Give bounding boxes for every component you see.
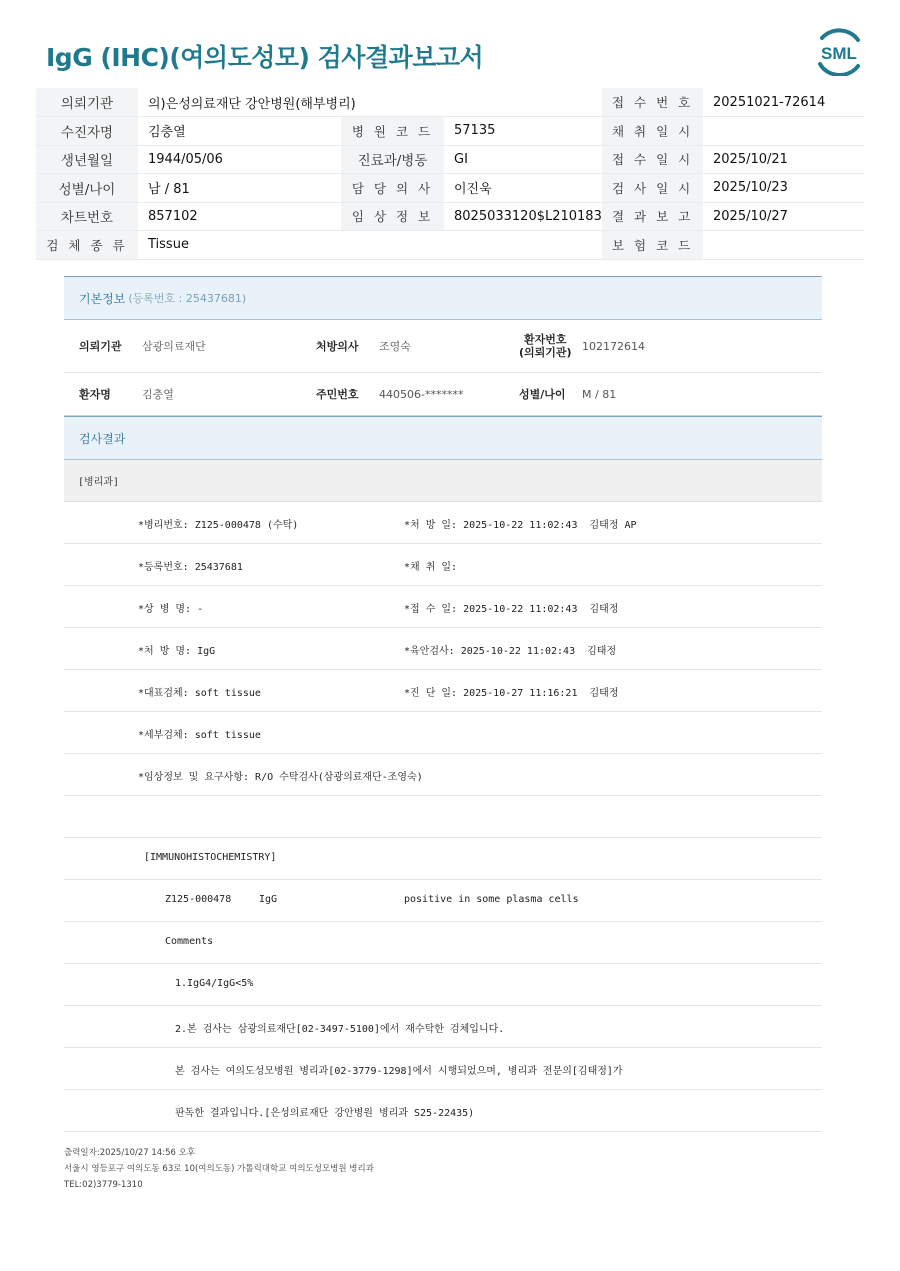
department-label: 진료과/병동 bbox=[341, 145, 444, 174]
patient-number-label-line2: (의뢰기관) bbox=[519, 346, 572, 359]
receipt-no-value: 20251021-72614 bbox=[703, 88, 864, 117]
patient-number-value: 102172614 bbox=[582, 339, 645, 353]
requesting-institution-value: 의)은성의료재단 강안병원(해부병리) bbox=[138, 88, 602, 117]
receipt-date-value: 2025/10/21 bbox=[703, 145, 864, 174]
report-body bbox=[64, 276, 822, 1132]
footer-address: 서울시 영등포구 여의도동 63로 10(여의도동) 가톨릭대학교 여의도성모병원 병리과 bbox=[64, 1164, 374, 1174]
patient-number-label-line1: 환자번호 bbox=[524, 333, 567, 346]
ihc-case-number: Z125-000478 bbox=[165, 894, 232, 905]
chart-no-value: 857102 bbox=[138, 202, 341, 231]
results-heading: 검사결과 bbox=[79, 431, 126, 446]
sex-age-label: 성별/나이 bbox=[36, 174, 138, 203]
basic-info-row-1 bbox=[64, 320, 822, 373]
result-line-right: *진 단 일: 2025-10-27 11:16:21 김태정 bbox=[404, 688, 619, 699]
clinical-info-value: 8025033120$L210183 bbox=[444, 202, 602, 231]
collection-datetime-value bbox=[703, 117, 864, 146]
result-line-right: *접 수 일: 2025-10-22 11:02:43 김태정 bbox=[404, 604, 619, 615]
ihc-result: positive in some plasma cells bbox=[404, 894, 579, 905]
comment-row bbox=[64, 1006, 822, 1048]
patient-info-table bbox=[36, 88, 864, 260]
logo-text: SML bbox=[821, 44, 857, 63]
blank-row bbox=[64, 796, 822, 838]
department-value: GI bbox=[444, 145, 602, 174]
basic-institution-value: 삼광의료재단 bbox=[142, 340, 206, 353]
report-title: IgG (IHC)(여의도성모) 검사결과보고서 bbox=[46, 43, 484, 72]
examinee-label: 수진자명 bbox=[36, 117, 138, 146]
comment-4: 판독한 결과입니다.[은성의료재단 강안병원 병리과 S25-22435) bbox=[175, 1108, 475, 1119]
doctor-label: 담 당 의 사 bbox=[341, 174, 444, 203]
hospital-code-label: 병 원 코 드 bbox=[341, 117, 444, 146]
result-line-left: *처 방 명: IgG bbox=[138, 646, 216, 657]
ihc-stain: IgG bbox=[259, 894, 278, 905]
results-header bbox=[64, 416, 822, 460]
result-line-left: *임상정보 및 요구사항: R/O 수탁검사(삼광의료재단-조영숙) bbox=[138, 772, 423, 783]
result-line bbox=[64, 586, 822, 628]
result-line bbox=[64, 628, 822, 670]
prescriber-label: 처방의사 bbox=[316, 340, 359, 353]
patient-name-label: 환자명 bbox=[79, 388, 111, 401]
patient-name-value: 김충열 bbox=[142, 388, 174, 401]
examinee-value: 김충열 bbox=[138, 117, 341, 146]
receipt-date-label: 접 수 일 시 bbox=[602, 145, 703, 174]
specimen-type-value: Tissue bbox=[138, 231, 602, 260]
resident-number-value: 440506-******* bbox=[379, 387, 464, 401]
registration-number: (등록번호 : 25437681) bbox=[128, 292, 247, 305]
test-date-value: 2025/10/23 bbox=[703, 174, 864, 203]
result-line bbox=[64, 670, 822, 712]
department-text: [병리과] bbox=[78, 477, 120, 488]
ihc-heading: [IMMUNOHISTOCHEMISTRY] bbox=[144, 852, 277, 863]
footer bbox=[64, 1145, 374, 1193]
prescriber-value: 조영숙 bbox=[379, 340, 411, 353]
result-line-right: *채 취 일: bbox=[404, 562, 458, 573]
result-line bbox=[64, 754, 822, 796]
ihc-heading-row bbox=[64, 838, 822, 880]
clinical-info-label: 임 상 정 보 bbox=[341, 202, 444, 231]
result-line-left: *상 병 명: - bbox=[138, 604, 204, 615]
doctor-value: 이진욱 bbox=[444, 174, 602, 203]
requesting-institution-label: 의뢰기관 bbox=[36, 88, 138, 117]
receipt-no-label: 접 수 번 호 bbox=[602, 88, 703, 117]
birthdate-value: 1944/05/06 bbox=[138, 145, 341, 174]
basic-sex-age-label: 성별/나이 bbox=[519, 388, 566, 401]
result-line-left: *대표검체: soft tissue bbox=[138, 688, 261, 699]
sml-logo bbox=[812, 28, 866, 76]
report-date-value: 2025/10/27 bbox=[703, 202, 864, 231]
basic-sex-age-value: M / 81 bbox=[582, 387, 617, 401]
specimen-type-label: 검 체 종 류 bbox=[36, 231, 138, 260]
result-line bbox=[64, 502, 822, 544]
department-row bbox=[64, 460, 822, 502]
chart-no-label: 차트번호 bbox=[36, 202, 138, 231]
comment-row bbox=[64, 1048, 822, 1090]
insurance-code-value bbox=[703, 231, 864, 260]
comment-1: 1.IgG4/IgG<5% bbox=[175, 978, 254, 989]
result-line-right: *육안검사: 2025-10-22 11:02:43 김태정 bbox=[404, 646, 617, 657]
birthdate-label: 생년월일 bbox=[36, 145, 138, 174]
patient-number-label bbox=[519, 333, 572, 359]
collection-datetime-label: 채 취 일 시 bbox=[602, 117, 703, 146]
basic-info-row-2 bbox=[64, 373, 822, 416]
report-date-label: 결 과 보 고 bbox=[602, 202, 703, 231]
hospital-code-value: 57135 bbox=[444, 117, 602, 146]
print-date: 출력일자:2025/10/27 14:56 오후 bbox=[64, 1148, 196, 1158]
test-date-label: 검 사 일 시 bbox=[602, 174, 703, 203]
insurance-code-label: 보 험 코 드 bbox=[602, 231, 703, 260]
footer-tel: TEL:02)3779-1310 bbox=[64, 1180, 143, 1190]
basic-info-heading: 기본정보 bbox=[79, 291, 126, 306]
result-line-right: *처 방 일: 2025-10-22 11:02:43 김태정 AP bbox=[404, 520, 637, 531]
result-line-left: *세부검체: soft tissue bbox=[138, 730, 261, 741]
basic-info-header bbox=[64, 276, 822, 320]
resident-number-label: 주민번호 bbox=[316, 388, 359, 401]
comments-label-row bbox=[64, 922, 822, 964]
ihc-result-row bbox=[64, 880, 822, 922]
comment-row bbox=[64, 964, 822, 1006]
result-line-left: *등록번호: 25437681 bbox=[138, 562, 243, 573]
result-line-left: *병리번호: Z125-000478 (수탁) bbox=[138, 520, 299, 531]
result-line bbox=[64, 712, 822, 754]
sex-age-value: 남 / 81 bbox=[138, 174, 341, 203]
comment-3: 본 검사는 여의도성모병원 병리과[02-3779-1298]에서 시행되었으며, 병리과 전문의[김태정]가 bbox=[175, 1066, 623, 1077]
comments-label: Comments bbox=[165, 936, 214, 947]
result-line bbox=[64, 544, 822, 586]
comment-2: 2.본 검사는 삼광의료재단[02-3497-5100]에서 재수탁한 검체입니다. bbox=[175, 1024, 505, 1035]
comment-row bbox=[64, 1090, 822, 1132]
basic-institution-label: 의뢰기관 bbox=[79, 340, 122, 353]
